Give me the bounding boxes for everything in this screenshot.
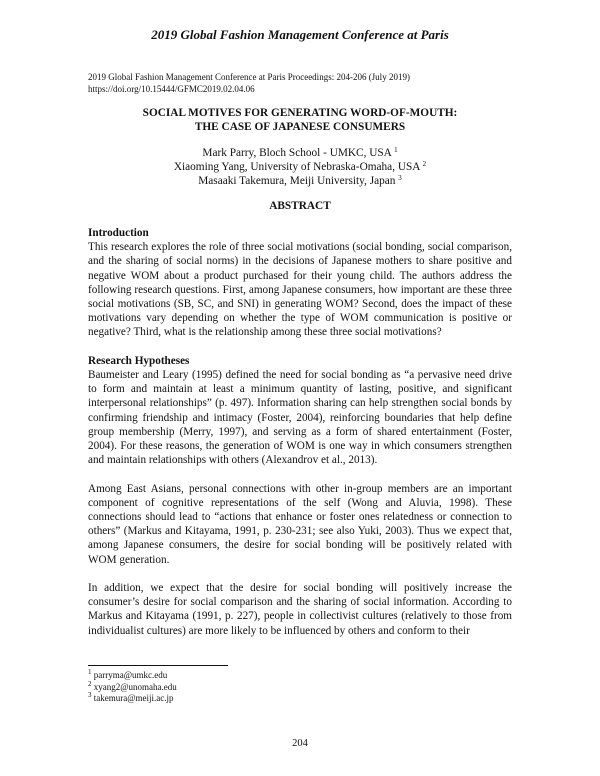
- page-number: 204: [292, 738, 308, 749]
- title-line-1: SOCIAL MOTIVES FOR GENERATING WORD-OF-MOUTH:: [142, 107, 458, 119]
- author-2: Xiaoming Yang, University of Nebraska-Omaha, USA $^2$: [173, 160, 427, 173]
- abstract-heading: ABSTRACT: [269, 200, 331, 212]
- author-list: [0, 146, 600, 188]
- footnote-divider: [88, 665, 228, 666]
- paragraph-hypotheses-2: Among East Asians, personal connections with other in-group members are an important component of cognitive representations of the self (Wong and Aluvia, 1998). These connections should lead to “actions that enhance or foster ones relatedness or connection to others” (Markus and Kitayama, 1991, p. 230-231; see also Yuki, 2003). Thus we expect that, among Japanese consumers, the desire for social bonding will be positively related with WOM generation.: [88, 482, 512, 566]
- section-heading-introduction: Introduction: [88, 227, 149, 239]
- proceedings-info: [88, 72, 518, 95]
- paragraph-hypotheses-1: Baumeister and Leary (1995) defined the need for social bonding as “a pervasive need drive to form and maintain at least a minimum quantity of lasting, positive, and significant interpersonal relationships” (p. 497). Information sharing can help strengthen social bonds by confirming friendship and intimacy (Foster, 2004), reinforcing boundaries that help define group membership (Merry, 1997), and serving as a form of shared entertainment (Foster, 2004). For these reasons, the generation of WOM is one way in which consumers strengthen and maintain relationships with others (Alexandrov et al., 2013).: [88, 369, 512, 467]
- doi-link[interactable]: https://doi.org/10.15444/GFMC2019.02.04.06: [88, 83, 255, 94]
- footnote-3: $^3$ takemura@meiji.ac.jp: [88, 691, 174, 703]
- proceedings-citation: 2019 Global Fashion Management Conference at Paris Proceedings: 204-206 (July 2019): [88, 72, 410, 82]
- author-2-footnote-mark: 2: [422, 160, 427, 168]
- author-1: Mark Parry, Bloch School - UMKC, USA $^1$: [202, 146, 398, 159]
- paper-title: [0, 107, 600, 134]
- author-1-footnote-mark: 1: [394, 146, 398, 154]
- title-line-2: THE CASE OF JAPANESE CONSUMERS: [194, 120, 406, 133]
- footnote-2: $^2$ xyang2@unomaha.edu: [88, 679, 177, 692]
- author-3: Masaaki Takemura, Meiji University, Japan $^3$: [198, 174, 402, 187]
- paragraph-introduction: This research explores the role of three social motivations (social bonding, social comparison, and the sharing of social norms) in the decisions of Japanese mothers to share positive and negative WOM about a product purchased for their young child. The authors address the following research questions. First, among Japanese consumers, how important are these three social motivations (SB, SC, and SNI) in generating WOM? Second, does the impact of these motivations vary depending on whether the type of WOM communication is positive or negative? Third, what is the relationship among these three social motivations?: [88, 241, 512, 339]
- author-3-footnote-mark: 3: [398, 174, 402, 182]
- section-heading-hypotheses: Research Hypotheses: [88, 354, 190, 367]
- footnote-1: $^1$ parryma@umkc.edu: [88, 668, 168, 680]
- paragraph-hypotheses-3: In addition, we expect that the desire for social bonding will positively increase the consumer’s desire for social comparison and the sharing of social information. According to Markus and Kitayama (1991, p. 227), people in collectivist cultures (relatively to those from individualist cultures) are more likely to be influenced by others and conform to their: [88, 582, 512, 637]
- abstract-body: [88, 226, 512, 638]
- footnotes: [88, 670, 177, 705]
- conference-header: 2019 Global Fashion Management Conference at Paris: [151, 27, 449, 42]
